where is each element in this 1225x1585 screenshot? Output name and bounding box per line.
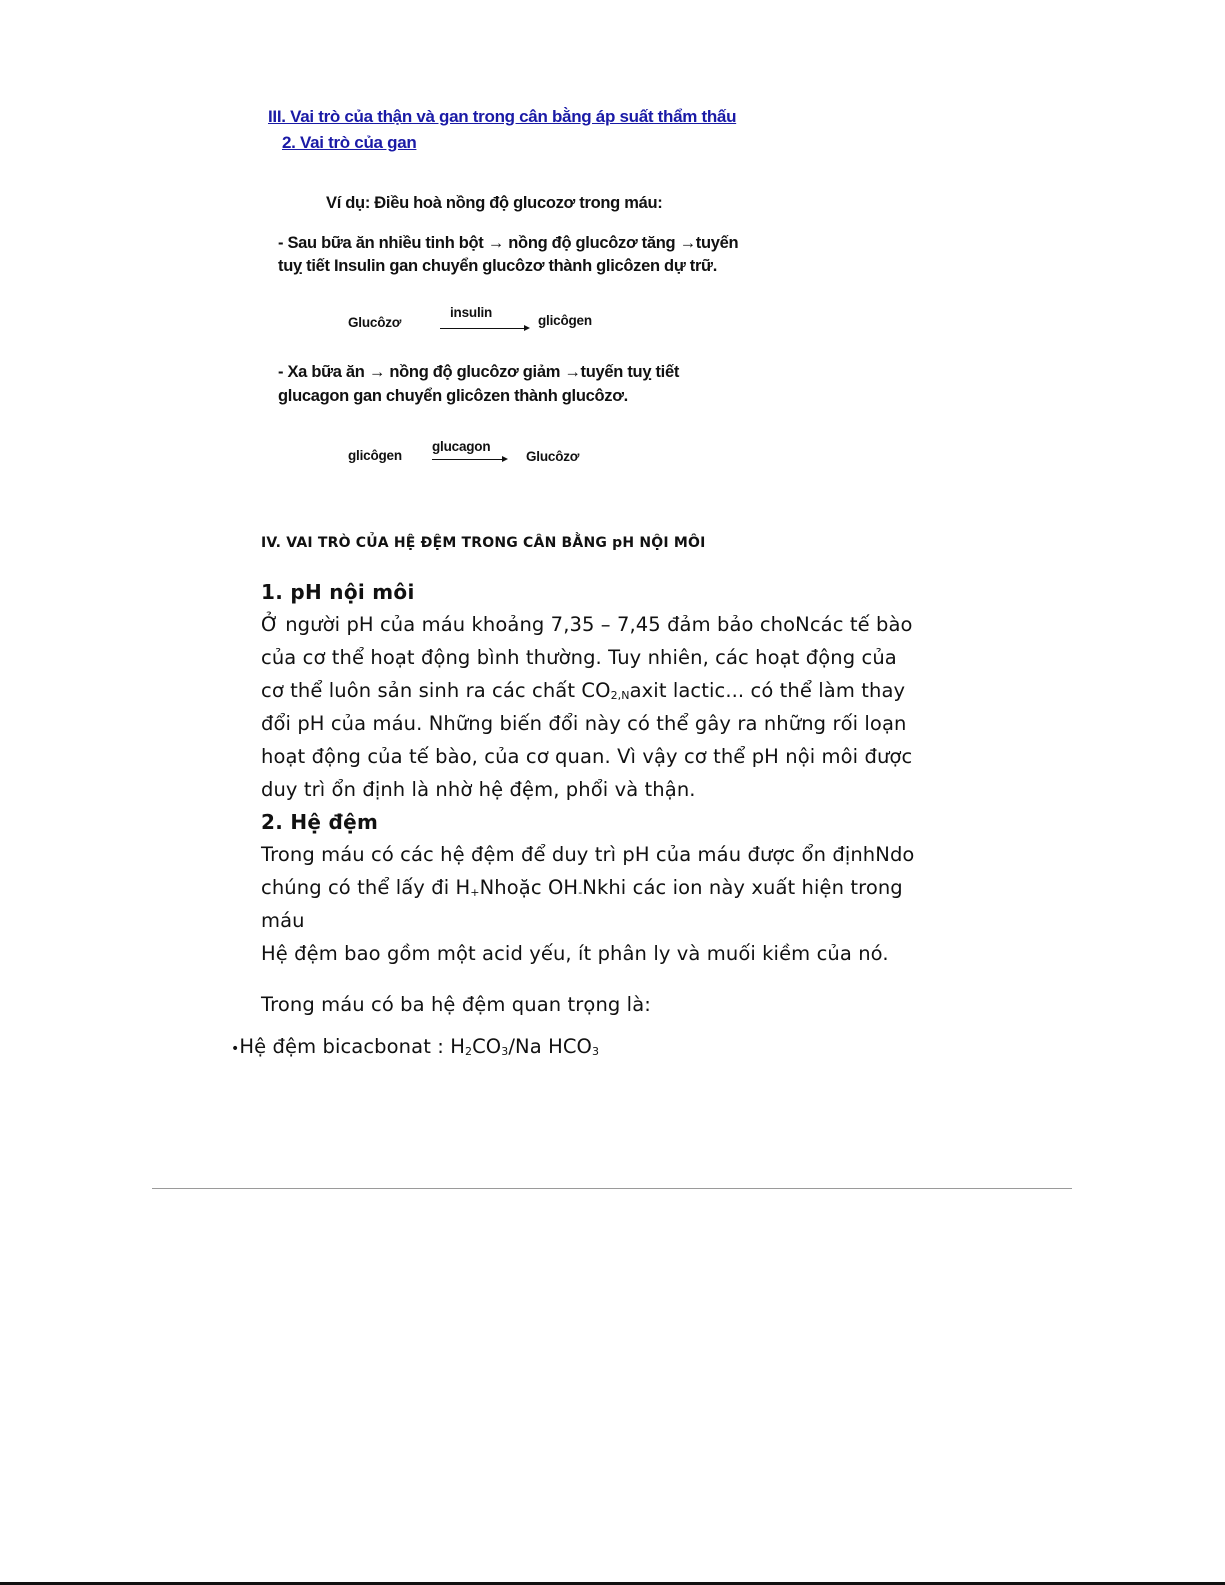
slide-example-title: Ví dụ: Điều hoà nồng độ glucozơ trong máu: (326, 194, 663, 212)
reaction1-catalyst: insulin (450, 305, 493, 320)
p1-line6: duy trì ổn định là nhờ hệ đệm, phổi và thận. (261, 778, 696, 801)
reaction2-right: Glucôzơ (526, 449, 580, 464)
p2-line3: máu (261, 909, 305, 932)
slide-para1-line1: - Sau bữa ăn nhiều tinh bột → nồng độ glucôzơ tăng →tuyến (278, 234, 739, 252)
bullet-bicarbonate (231, 1035, 599, 1058)
slide-para2-line2: glucagon gan chuyển glicôzen thành glucôzơ. (278, 387, 628, 405)
p1-line3 (261, 679, 905, 702)
p1-line2: của cơ thể hoạt động bình thường. Tuy nhiên, các hoạt động của (261, 646, 897, 669)
p3-line: Trong máu có ba hệ đệm quan trọng là: (261, 993, 651, 1016)
subheading-buffer: 2. Hệ đệm (261, 810, 379, 834)
p1-line3-sub: 2,N (610, 689, 630, 702)
slide-heading-main: III. Vai trò của thận và gan trong cân bằng áp suất thẩm thấu (268, 107, 737, 126)
page-divider (152, 1188, 1072, 1189)
reaction2-arrow-line (432, 459, 504, 460)
p1-line1: Ở người pH của máu khoảng 7,35 – 7,45 đảm bảo choNcác tế bào (261, 613, 913, 636)
reaction1-arrow-icon (524, 325, 530, 331)
section4-heading: IV. VAI TRÒ CỦA HỆ ĐỆM TRONG CÂN BẰNG pH NỘI MÔI (261, 535, 706, 551)
bullet-sub2: 3 (501, 1045, 509, 1058)
bullet-c: /Na HCO (508, 1035, 592, 1058)
reaction2-left: glicôgen (348, 448, 402, 463)
reaction1-right: glicôgen (538, 313, 592, 328)
p2-line2 (261, 876, 903, 899)
subheading-ph: 1. pH nội môi (261, 580, 415, 604)
reaction1-arrow-line (440, 328, 526, 329)
bullet-b: CO (472, 1035, 502, 1058)
slide-para1-line2: tuỵ tiết Insulin gan chuyển glucôzơ thành glicôzen dự trữ. (278, 257, 717, 275)
reaction2-arrow-icon (502, 456, 508, 462)
p2-line4: Hệ đệm bao gồm một acid yếu, ít phân ly và muối kiềm của nó. (261, 942, 889, 965)
slide-para2-line1: - Xa bữa ăn → nồng độ glucôzơ giảm →tuyến tuỵ tiết (278, 363, 680, 381)
bullet-a: Hệ đệm bicacbonat : H (239, 1035, 465, 1058)
p2-line2-sub2: - (578, 886, 583, 899)
p2-line2-a: chúng có thể lấy đi H (261, 876, 471, 899)
p2-line2-sub1: + (470, 886, 480, 899)
bullet-sub3: 3 (592, 1045, 600, 1058)
p2-line2-c: Nkhi các ion này xuất hiện trong (582, 876, 903, 899)
p1-line4: đổi pH của máu. Những biến đổi này có thể gây ra những rối loạn (261, 712, 907, 735)
reaction2-catalyst: glucagon (432, 439, 491, 454)
p1-line3-b: axit lactic... có thể làm thay (629, 679, 906, 702)
reaction1-left: Glucôzơ (348, 315, 402, 330)
p1-line3-a: cơ thể luôn sản sinh ra các chất CO (261, 679, 611, 702)
p1-line5: hoạt động của tế bào, của cơ quan. Vì vậy cơ thể pH nội môi được (261, 745, 913, 768)
bullet-dot-icon: • (231, 1041, 240, 1057)
p2-line2-b: Nhoặc OH (479, 876, 579, 899)
slide-heading-sub: 2. Vai trò của gan (282, 133, 417, 152)
p2-line1: Trong máu có các hệ đệm để duy trì pH của máu được ổn địnhNdo (261, 843, 915, 866)
bullet-sub1: 2 (464, 1045, 473, 1058)
